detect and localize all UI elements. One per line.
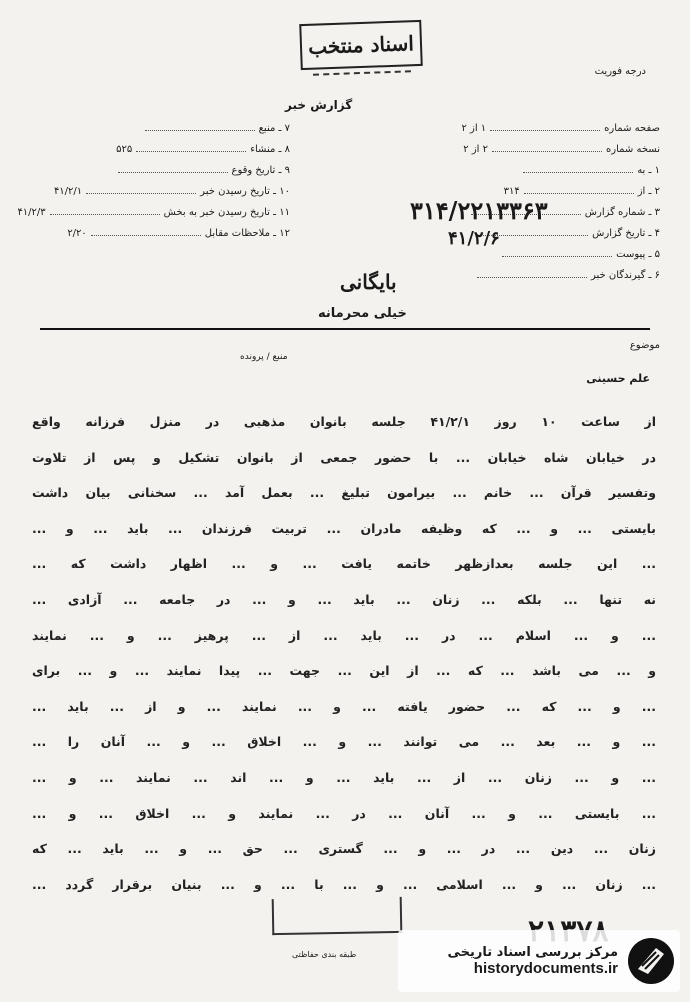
- stamp-underline: [313, 70, 411, 75]
- secrecy-stamp: خیلی محرمانه: [318, 306, 407, 321]
- body-line: ... و ... زنان ... از ... باید ... و ... اند ... نمایند ... و ...: [32, 769, 656, 785]
- field-value: ۳۱۴: [503, 186, 520, 197]
- field-row: [20, 160, 290, 181]
- urgency-label: درجه فوریت: [594, 66, 646, 77]
- field-row: [330, 139, 660, 160]
- field-label: ۴ ـ تاریخ گزارش: [592, 228, 660, 239]
- field-row: [20, 181, 290, 202]
- field-label: ۱ ـ به: [637, 165, 660, 176]
- field-label: ۳ ـ شماره گزارش: [584, 207, 660, 218]
- field-label: ۲ ـ از: [637, 186, 660, 197]
- body-line: ... و ... که ... حضور یافته ... و ... نمایند ... و از ... باید ...: [32, 698, 656, 714]
- field-row: [330, 160, 660, 181]
- field-value: ۲/۲۰: [67, 228, 87, 239]
- watermark-banner: [398, 930, 680, 992]
- field-label: صفحه شماره: [604, 123, 660, 134]
- classification-stamp: [299, 20, 423, 70]
- field-label: ۶ ـ گیرندگان خبر: [590, 270, 660, 281]
- report-body: [32, 404, 656, 902]
- body-line: وتفسیر قرآن ... خانم ... بیرامون تبلیغ ... بعمل آمد ... سخنانی بیان داشت: [32, 485, 656, 501]
- body-line: ... این جلسه بعدازظهر خاتمه یافت ... و ... اظهار داشت که ...: [32, 556, 656, 572]
- field-label: ۸ ـ منشاء: [250, 144, 290, 155]
- field-row: [20, 139, 290, 160]
- body-line: ... و ... بعد ... می توانند ... و ... اخلاق ... و ... آنان را ...: [32, 734, 656, 750]
- field-row: [20, 118, 290, 139]
- stamp-top-text: اسناد منتخب: [307, 31, 415, 59]
- handwritten-report-date: ۴۱/۲/۶: [448, 228, 500, 249]
- bottom-stamp-box: [272, 897, 403, 935]
- field-label: ۹ ـ تاریخ وقوع: [231, 165, 290, 176]
- field-label: ۱۱ ـ تاریخ رسیدن خبر به بخش: [163, 207, 290, 218]
- field-label: ۱۲ ـ ملاحظات مقابل: [204, 228, 290, 239]
- field-label: نسخه شماره: [606, 144, 660, 155]
- watermark-texts: [448, 945, 619, 977]
- field-row: [20, 223, 290, 244]
- field-label: ۵ ـ پیوست: [616, 249, 660, 260]
- body-line: نه تنها ... بلکه ... زنان ... باید ... و ... در جامعه ... آزادی ...: [32, 591, 656, 607]
- field-value: ۵۲۵: [116, 144, 133, 155]
- handwritten-report-number: ۳۱۴/۲۲۱۳۳۶۳: [410, 196, 548, 225]
- watermark-center-name: مرکز بررسی اسناد تاریخی: [447, 945, 618, 960]
- body-line: و ... می باشد ... که ... از این ... جهت ... پیدا نمایند ... و ... برای: [32, 663, 656, 679]
- field-row: [17, 202, 290, 223]
- body-line: در خیابان شاه خیابان ... با حضور جمعی از بانوان تشکیل و پس از تلاوت: [32, 449, 656, 465]
- field-label: ۱۰ ـ تاریخ رسیدن خبر: [200, 186, 290, 197]
- body-line: ... بایستی ... و ... آنان ... در ... نمایند و ... اخلاق ... و ...: [32, 805, 656, 821]
- archive-logo-icon: [626, 936, 676, 986]
- salutation: علم حسینی: [586, 372, 650, 385]
- footer-caption: طبقه بندی حفاظتی: [292, 950, 357, 959]
- field-value: ۴۱/۲/۳: [17, 207, 46, 218]
- left-field-column: [17, 118, 290, 244]
- field-label: ۷ ـ منبع: [258, 123, 290, 134]
- field-row: [330, 118, 660, 139]
- section-divider: [40, 328, 650, 330]
- body-line: ... و ... اسلام ... در ... باید ... از ... پرهیز ... و ... نمایند: [32, 627, 656, 643]
- body-line: زنان ... دین ... در ... و ... گستری ... حق ... و ... باید ... که: [32, 841, 656, 857]
- field-value: ۱ از ۲: [461, 123, 487, 134]
- report-title: گزارش خبر: [285, 98, 353, 112]
- field-value: ۲ از ۲: [463, 144, 489, 155]
- source-label: منبع / پرونده: [240, 352, 288, 362]
- body-line: بایستی ... و ... که وظیفه مادران ... تربیت فرزندان ... باید ... و ...: [32, 520, 656, 536]
- watermark-url: historydocuments.ir: [473, 960, 618, 977]
- body-line: از ساعت ۱۰ روز ۴۱/۲/۱ جلسه بانوان مذهبی در منزل فرزانه واقع: [32, 414, 656, 429]
- field-value: ۴۱/۲/۱: [53, 186, 83, 197]
- body-line: ... زنان ... و ... اسلامی ... و ... با ... و ... بنیان برقرار گردد ...: [32, 876, 656, 892]
- subject-label: موضوع: [629, 340, 660, 351]
- handwritten-archive-note: بایگانی: [340, 270, 397, 294]
